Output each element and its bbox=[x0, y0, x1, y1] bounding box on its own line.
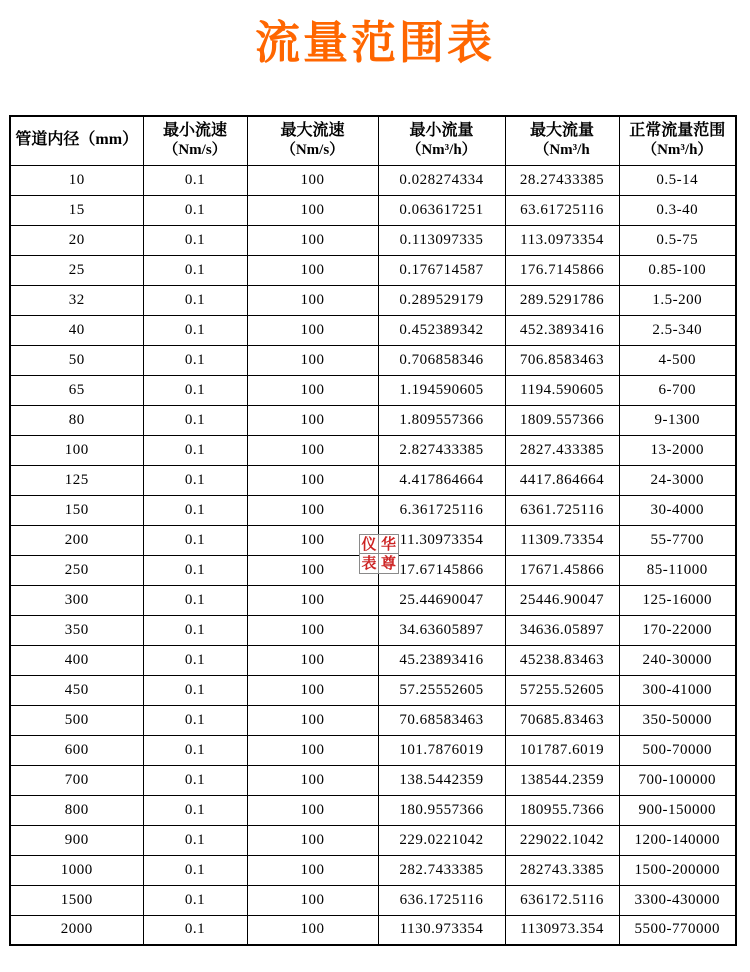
table-cell: 500 bbox=[10, 705, 143, 735]
table-cell: 100 bbox=[10, 435, 143, 465]
table-cell: 80 bbox=[10, 405, 143, 435]
table-cell: 113.0973354 bbox=[505, 225, 619, 255]
table-cell: 100 bbox=[247, 675, 378, 705]
table-cell: 0.1 bbox=[143, 435, 247, 465]
table-cell: 100 bbox=[247, 195, 378, 225]
table-cell: 1500-200000 bbox=[619, 855, 736, 885]
table-cell: 6.361725116 bbox=[378, 495, 505, 525]
table-cell: 34636.05897 bbox=[505, 615, 619, 645]
table-cell: 6-700 bbox=[619, 375, 736, 405]
table-cell: 100 bbox=[247, 465, 378, 495]
table-cell: 229.0221042 bbox=[378, 825, 505, 855]
table-cell: 0.1 bbox=[143, 525, 247, 555]
table-cell: 700-100000 bbox=[619, 765, 736, 795]
table-cell: 65 bbox=[10, 375, 143, 405]
header-label: 最小流量 bbox=[409, 121, 474, 139]
table-row bbox=[10, 855, 736, 885]
watermark-char: 华 bbox=[380, 535, 396, 553]
table-cell: 900-150000 bbox=[619, 795, 736, 825]
header-unit: （Nm³/h） bbox=[642, 142, 713, 159]
table-cell: 1809.557366 bbox=[505, 405, 619, 435]
table-cell: 150 bbox=[10, 495, 143, 525]
table-cell: 0.1 bbox=[143, 885, 247, 915]
table-cell: 100 bbox=[247, 855, 378, 885]
table-cell: 700 bbox=[10, 765, 143, 795]
table-cell: 2.5-340 bbox=[619, 315, 736, 345]
table-row bbox=[10, 675, 736, 705]
table-cell: 6361.725116 bbox=[505, 495, 619, 525]
table-row bbox=[10, 165, 736, 195]
table-cell: 0.289529179 bbox=[378, 285, 505, 315]
table-cell: 24-3000 bbox=[619, 465, 736, 495]
table-cell: 57.25552605 bbox=[378, 675, 505, 705]
table-cell: 600 bbox=[10, 735, 143, 765]
header-label: 最小流速 bbox=[162, 121, 227, 139]
table-cell: 1.809557366 bbox=[378, 405, 505, 435]
table-cell: 706.8583463 bbox=[505, 345, 619, 375]
table-cell: 3300-430000 bbox=[619, 885, 736, 915]
table-cell: 0.1 bbox=[143, 675, 247, 705]
table-cell: 70685.83463 bbox=[505, 705, 619, 735]
table-row bbox=[10, 405, 736, 435]
table-cell: 0.1 bbox=[143, 255, 247, 285]
table-cell: 20 bbox=[10, 225, 143, 255]
table-cell: 100 bbox=[247, 345, 378, 375]
table-cell: 250 bbox=[10, 555, 143, 585]
table-cell: 1130.973354 bbox=[378, 915, 505, 945]
header-label: 最大流速 bbox=[280, 121, 345, 139]
table-cell: 0.1 bbox=[143, 165, 247, 195]
table-row bbox=[10, 465, 736, 495]
table-cell: 0.113097335 bbox=[378, 225, 505, 255]
table-row bbox=[10, 885, 736, 915]
table-cell: 100 bbox=[247, 645, 378, 675]
table-cell: 452.3893416 bbox=[505, 315, 619, 345]
table-cell: 125 bbox=[10, 465, 143, 495]
table-cell: 17.67145866 bbox=[378, 555, 505, 585]
table-cell: 400 bbox=[10, 645, 143, 675]
table-cell: 9-1300 bbox=[619, 405, 736, 435]
table-cell: 180.9557366 bbox=[378, 795, 505, 825]
header-label: 最大流量 bbox=[529, 121, 594, 139]
watermark-stamp bbox=[359, 534, 399, 574]
table-cell: 100 bbox=[247, 825, 378, 855]
table-cell: 28.27433385 bbox=[505, 165, 619, 195]
table-cell: 300-41000 bbox=[619, 675, 736, 705]
table-cell: 1.5-200 bbox=[619, 285, 736, 315]
table-cell: 101.7876019 bbox=[378, 735, 505, 765]
table-cell: 0.1 bbox=[143, 315, 247, 345]
table-cell: 0.1 bbox=[143, 705, 247, 735]
table-cell: 100 bbox=[247, 765, 378, 795]
table-cell: 0.028274334 bbox=[378, 165, 505, 195]
table-cell: 101787.6019 bbox=[505, 735, 619, 765]
table-cell: 0.1 bbox=[143, 915, 247, 945]
table-row bbox=[10, 705, 736, 735]
header-unit: （Nm³/h） bbox=[406, 142, 477, 159]
table-cell: 0.1 bbox=[143, 495, 247, 525]
header-min-velocity bbox=[143, 116, 247, 165]
table-cell: 0.1 bbox=[143, 375, 247, 405]
table-cell: 15 bbox=[10, 195, 143, 225]
table-cell: 100 bbox=[247, 615, 378, 645]
table-row bbox=[10, 285, 736, 315]
table-cell: 0.1 bbox=[143, 735, 247, 765]
flow-range-table bbox=[9, 115, 737, 946]
header-max-flow bbox=[505, 116, 619, 165]
table-row bbox=[10, 435, 736, 465]
table-cell: 500-70000 bbox=[619, 735, 736, 765]
header-pipe-diameter bbox=[10, 116, 143, 165]
table-cell: 1.194590605 bbox=[378, 375, 505, 405]
table-row bbox=[10, 915, 736, 945]
table-cell: 50 bbox=[10, 345, 143, 375]
table-row bbox=[10, 255, 736, 285]
table-cell: 0.3-40 bbox=[619, 195, 736, 225]
table-cell: 11.30973354 bbox=[378, 525, 505, 555]
table-cell: 0.1 bbox=[143, 765, 247, 795]
table-cell: 2.827433385 bbox=[378, 435, 505, 465]
table-cell: 0.1 bbox=[143, 555, 247, 585]
table-cell: 63.61725116 bbox=[505, 195, 619, 225]
table-cell: 100 bbox=[247, 435, 378, 465]
header-unit: （Nm³/h bbox=[534, 142, 590, 159]
table-cell: 0.176714587 bbox=[378, 255, 505, 285]
table-cell: 100 bbox=[247, 735, 378, 765]
table-cell: 70.68583463 bbox=[378, 705, 505, 735]
table-cell: 34.63605897 bbox=[378, 615, 505, 645]
table-cell: 100 bbox=[247, 885, 378, 915]
watermark-char: 表 bbox=[360, 554, 379, 573]
table-row bbox=[10, 225, 736, 255]
header-unit: （Nm/s） bbox=[163, 142, 227, 159]
header-row bbox=[10, 116, 736, 165]
watermark-char: 仪 bbox=[360, 535, 379, 554]
header-min-flow bbox=[378, 116, 505, 165]
table-cell: 240-30000 bbox=[619, 645, 736, 675]
table-cell: 636.1725116 bbox=[378, 885, 505, 915]
table-row bbox=[10, 765, 736, 795]
table-cell: 100 bbox=[247, 285, 378, 315]
table-cell: 1194.590605 bbox=[505, 375, 619, 405]
table-cell: 100 bbox=[247, 225, 378, 255]
table-cell: 100 bbox=[247, 315, 378, 345]
table-cell: 4.417864664 bbox=[378, 465, 505, 495]
table-cell: 0.1 bbox=[143, 225, 247, 255]
table-cell: 0.706858346 bbox=[378, 345, 505, 375]
table-cell: 5500-770000 bbox=[619, 915, 736, 945]
table-cell: 900 bbox=[10, 825, 143, 855]
table-cell: 11309.73354 bbox=[505, 525, 619, 555]
table-cell: 100 bbox=[247, 585, 378, 615]
table-row bbox=[10, 345, 736, 375]
header-label: 正常流量范围 bbox=[629, 121, 726, 139]
table-row bbox=[10, 795, 736, 825]
table-cell: 4-500 bbox=[619, 345, 736, 375]
table-cell: 30-4000 bbox=[619, 495, 736, 525]
table-cell: 100 bbox=[247, 165, 378, 195]
table-cell: 55-7700 bbox=[619, 525, 736, 555]
header-unit: （Nm/s） bbox=[280, 142, 345, 159]
table-cell: 0.1 bbox=[143, 795, 247, 825]
table-cell: 40 bbox=[10, 315, 143, 345]
table-cell: 289.5291786 bbox=[505, 285, 619, 315]
table-cell: 1500 bbox=[10, 885, 143, 915]
table-cell: 350-50000 bbox=[619, 705, 736, 735]
table-cell: 0.5-75 bbox=[619, 225, 736, 255]
table-cell: 200 bbox=[10, 525, 143, 555]
table-header bbox=[10, 116, 736, 165]
header-max-velocity bbox=[247, 116, 378, 165]
table-row bbox=[10, 195, 736, 225]
table-cell: 176.7145866 bbox=[505, 255, 619, 285]
table-cell: 0.1 bbox=[143, 345, 247, 375]
table-cell: 138544.2359 bbox=[505, 765, 619, 795]
table-cell: 1000 bbox=[10, 855, 143, 885]
header-label: 管道内径（mm） bbox=[15, 131, 139, 149]
table-cell: 2000 bbox=[10, 915, 143, 945]
table-cell: 450 bbox=[10, 675, 143, 705]
table-cell: 0.452389342 bbox=[378, 315, 505, 345]
table-cell: 0.1 bbox=[143, 855, 247, 885]
header-normal-flow-range bbox=[619, 116, 736, 165]
table-row bbox=[10, 615, 736, 645]
table-row bbox=[10, 585, 736, 615]
table-cell: 800 bbox=[10, 795, 143, 825]
table-cell: 100 bbox=[247, 405, 378, 435]
table-cell: 0.1 bbox=[143, 585, 247, 615]
table-cell: 0.1 bbox=[143, 285, 247, 315]
table-row bbox=[10, 735, 736, 765]
table-cell: 180955.7366 bbox=[505, 795, 619, 825]
table-row bbox=[10, 645, 736, 675]
table-cell: 25 bbox=[10, 255, 143, 285]
table-cell: 138.5442359 bbox=[378, 765, 505, 795]
table-cell: 32 bbox=[10, 285, 143, 315]
table-cell: 0.063617251 bbox=[378, 195, 505, 225]
table-cell: 0.1 bbox=[143, 465, 247, 495]
table-row bbox=[10, 495, 736, 525]
table-cell: 100 bbox=[247, 555, 378, 585]
table-cell: 300 bbox=[10, 585, 143, 615]
table-cell: 45.23893416 bbox=[378, 645, 505, 675]
table-cell: 100 bbox=[247, 375, 378, 405]
table-cell: 100 bbox=[247, 255, 378, 285]
table-cell: 282.7433385 bbox=[378, 855, 505, 885]
table-cell: 4417.864664 bbox=[505, 465, 619, 495]
table-cell: 0.1 bbox=[143, 615, 247, 645]
watermark-char: 尊 bbox=[380, 555, 396, 572]
table-cell: 170-22000 bbox=[619, 615, 736, 645]
table-cell: 100 bbox=[247, 525, 378, 555]
table-cell: 282743.3385 bbox=[505, 855, 619, 885]
table-row bbox=[10, 375, 736, 405]
table-cell: 350 bbox=[10, 615, 143, 645]
table-cell: 45238.83463 bbox=[505, 645, 619, 675]
table-cell: 0.85-100 bbox=[619, 255, 736, 285]
table-cell: 17671.45866 bbox=[505, 555, 619, 585]
table-row bbox=[10, 315, 736, 345]
table-cell: 0.1 bbox=[143, 405, 247, 435]
table-cell: 100 bbox=[247, 705, 378, 735]
table-cell: 0.1 bbox=[143, 825, 247, 855]
table-cell: 25.44690047 bbox=[378, 585, 505, 615]
table-cell: 2827.433385 bbox=[505, 435, 619, 465]
table-row bbox=[10, 825, 736, 855]
table-cell: 0.1 bbox=[143, 645, 247, 675]
table-cell: 100 bbox=[247, 915, 378, 945]
table-cell: 85-11000 bbox=[619, 555, 736, 585]
table-cell: 25446.90047 bbox=[505, 585, 619, 615]
table-cell: 13-2000 bbox=[619, 435, 736, 465]
table-cell: 125-16000 bbox=[619, 585, 736, 615]
table-cell: 229022.1042 bbox=[505, 825, 619, 855]
table-cell: 10 bbox=[10, 165, 143, 195]
table-cell: 636172.5116 bbox=[505, 885, 619, 915]
table-cell: 0.1 bbox=[143, 195, 247, 225]
page-title: 流量范围表 bbox=[254, 17, 495, 68]
table-cell: 57255.52605 bbox=[505, 675, 619, 705]
table-cell: 0.5-14 bbox=[619, 165, 736, 195]
table-cell: 100 bbox=[247, 795, 378, 825]
table-cell: 100 bbox=[247, 495, 378, 525]
table-cell: 1200-140000 bbox=[619, 825, 736, 855]
table-cell: 1130973.354 bbox=[505, 915, 619, 945]
